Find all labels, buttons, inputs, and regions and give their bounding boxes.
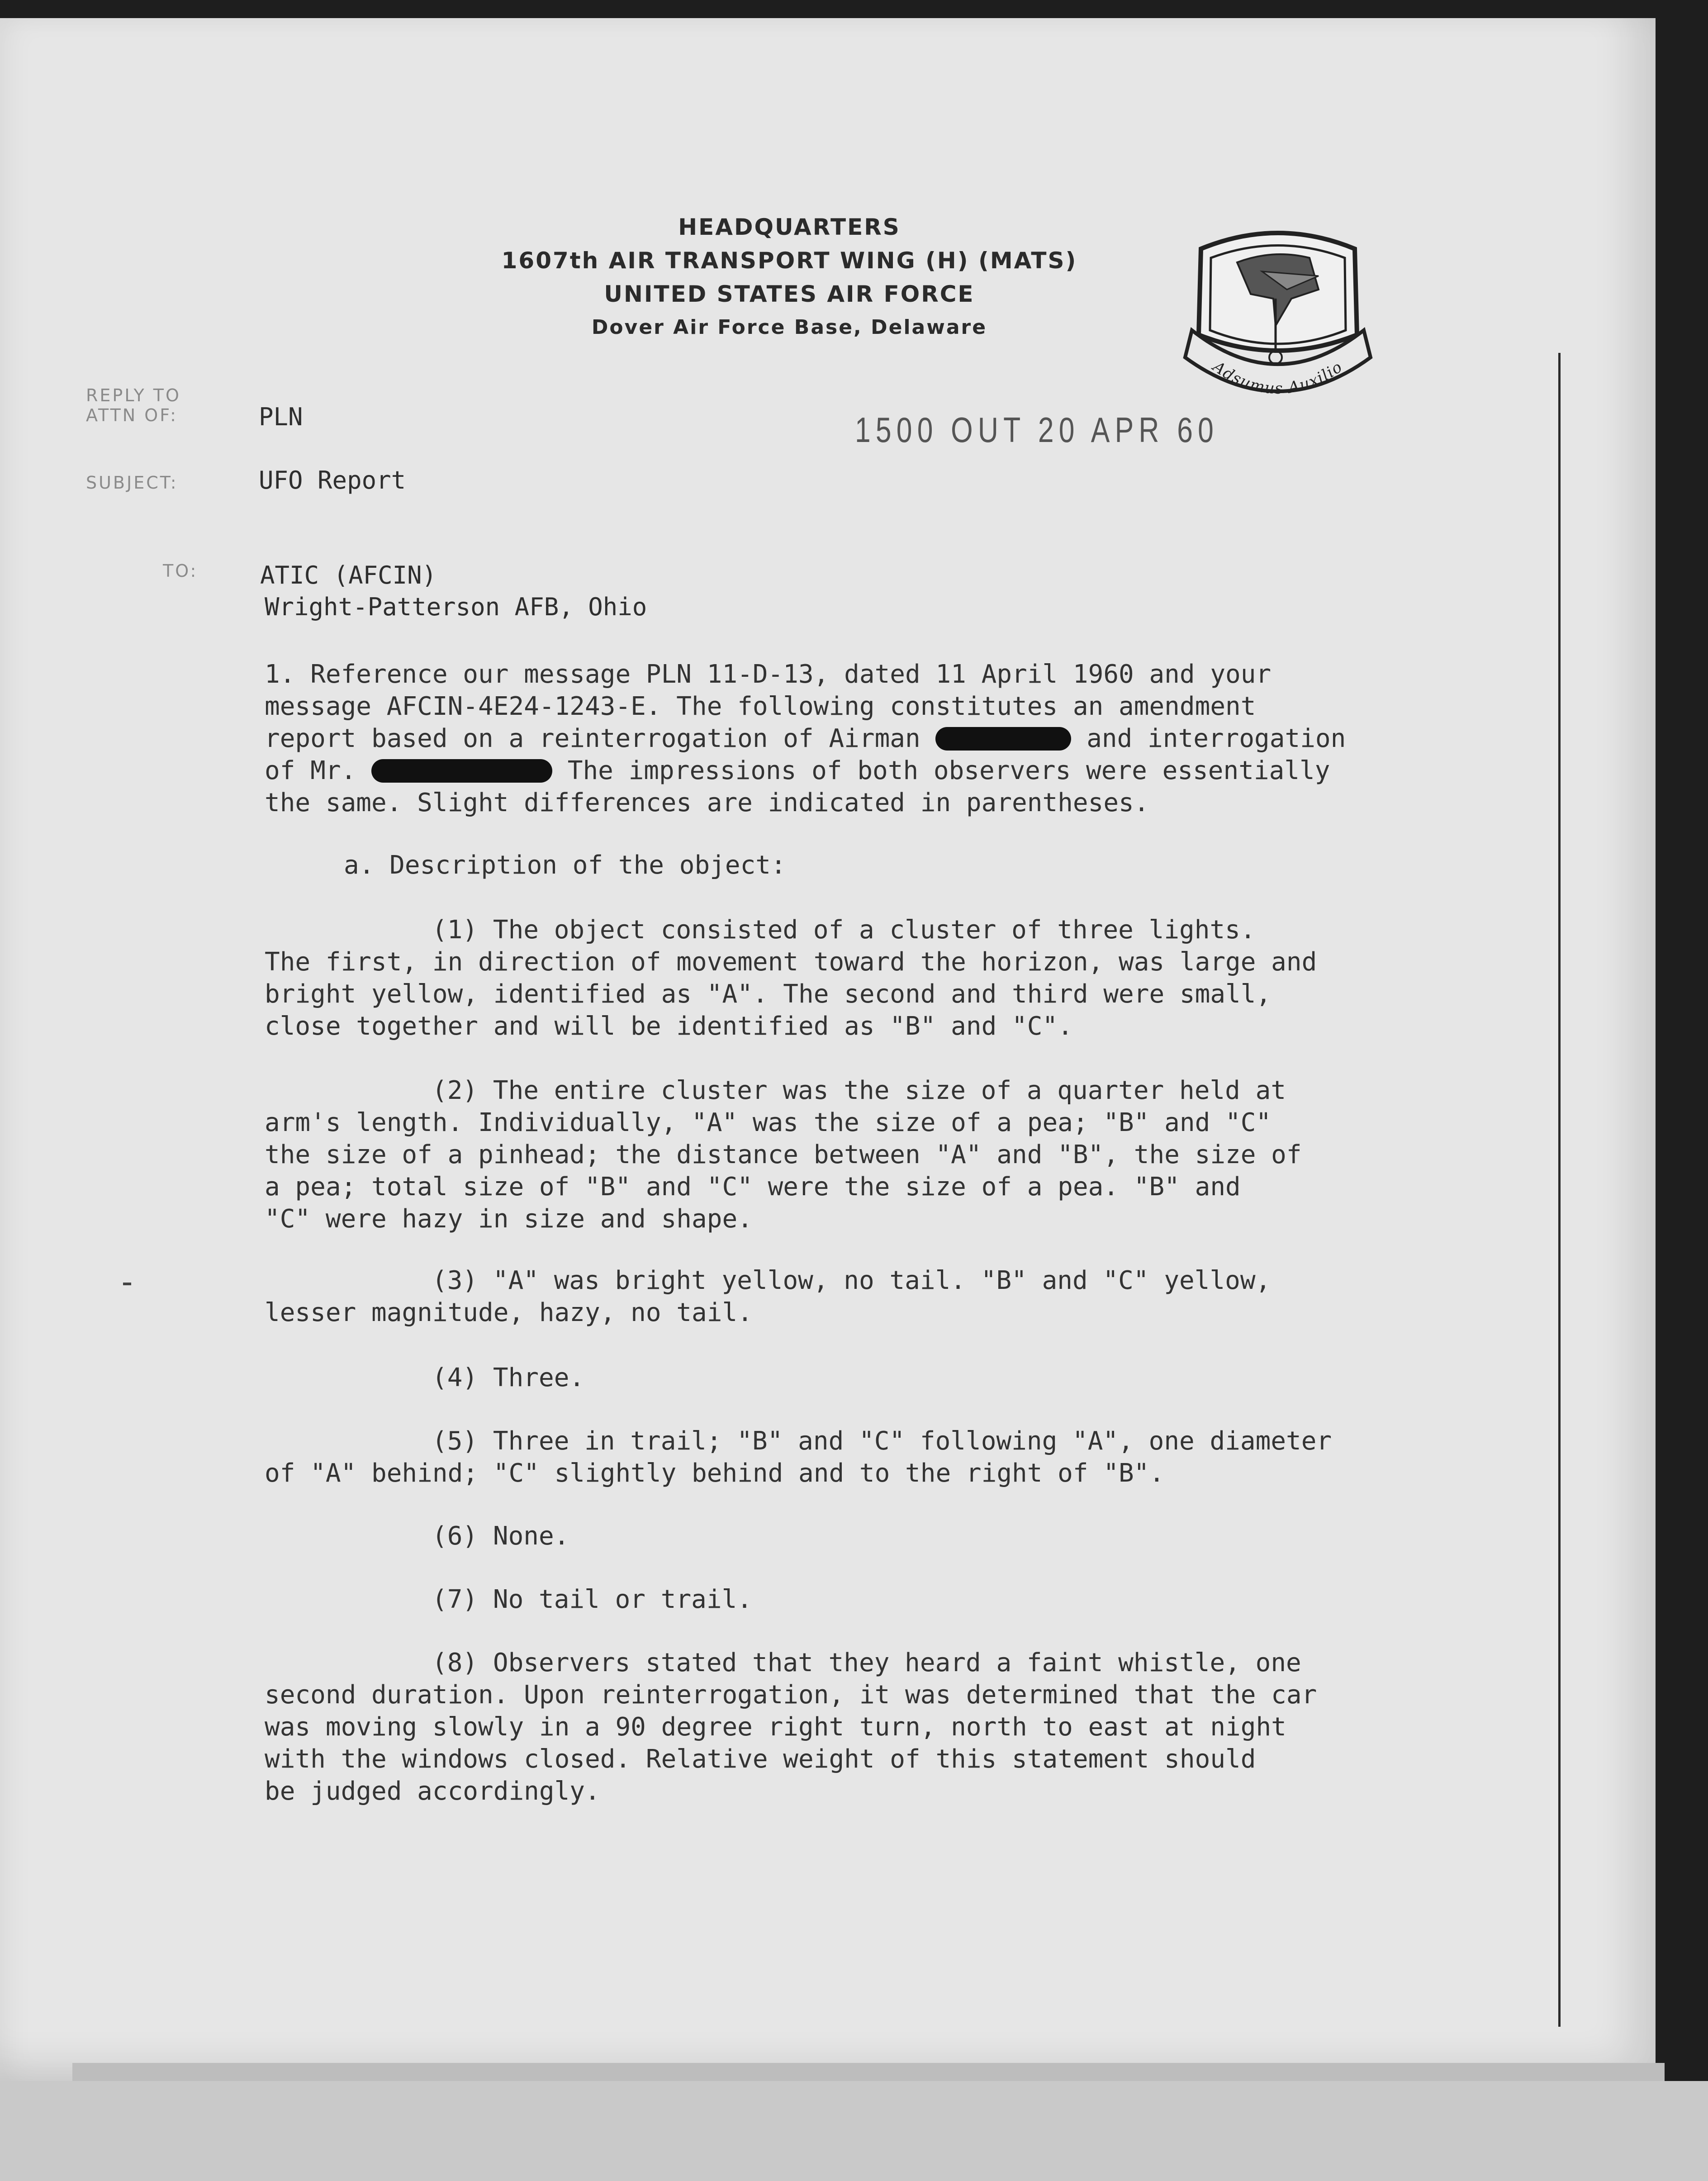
item-line: be judged accordingly. xyxy=(265,1777,600,1806)
item-line: (6) None. xyxy=(432,1521,569,1551)
attn-of-label: ATTN OF: xyxy=(86,405,178,425)
reply-to-label: REPLY TO xyxy=(86,385,181,405)
paragraph-1-line: 1. Reference our message PLN 11-D-13, dated 11 April 1960 and your xyxy=(265,660,1272,689)
item-line: second duration. Upon reinterrogation, it was determined that the car xyxy=(265,1680,1317,1710)
item-line: (2) The entire cluster was the size of a quarter held at xyxy=(432,1076,1286,1105)
redaction-mr-name xyxy=(371,759,552,783)
item-line: (4) Three. xyxy=(432,1363,585,1392)
attn-of-value: PLN xyxy=(259,403,303,431)
item-line: arm's length. Individually, "A" was the size of a pea; "B" and "C" xyxy=(265,1108,1272,1137)
section-a-heading: a. Description of the object: xyxy=(344,851,786,880)
date-time-stamp: 1500 OUT 20 APR 60 xyxy=(855,410,1219,450)
item-8 xyxy=(265,1647,1423,1807)
item-line: lesser magnitude, hazy, no tail. xyxy=(265,1298,753,1327)
item-line: (1) The object consisted of a cluster of three lights. xyxy=(432,915,1256,945)
redaction-airman-name xyxy=(935,727,1071,751)
letterhead-line-base: Dover Air Force Base, Delaware xyxy=(591,316,987,339)
item-line: (5) Three in trail; "B" and "C" following "A", one diameter xyxy=(432,1426,1332,1456)
paragraph-1-line: message AFCIN-4E24-1243-E. The following constitutes an amendment xyxy=(265,692,1256,721)
paragraph-1-line: report based on a reinterrogation of Airman and interrogation xyxy=(265,724,1346,753)
paragraph-1 xyxy=(265,658,1423,819)
letterhead-line-usaf: UNITED STATES AIR FORCE xyxy=(604,281,975,307)
letterhead-line-headquarters: HEADQUARTERS xyxy=(678,214,901,240)
item-line: a pea; total size of "B" and "C" were the size of a pea. "B" and xyxy=(265,1172,1241,1202)
item-line: The first, in direction of movement toward the horizon, was large and xyxy=(265,947,1317,977)
item-line: the size of a pinhead; the distance between "A" and "B", the size of xyxy=(265,1140,1302,1169)
wing-seal-emblem xyxy=(1183,222,1373,421)
item-line: (7) No tail or trail. xyxy=(432,1585,753,1614)
seal-motto: Adsumus Auxilio xyxy=(1209,357,1347,398)
item-line: (3) "A" was bright yellow, no tail. "B" and "C" yellow, xyxy=(432,1266,1271,1295)
margin-mark xyxy=(123,1283,131,1285)
item-line: bright yellow, identified as "A". The second and third were small, xyxy=(265,979,1272,1009)
to-addressee-line2: Wright-Patterson AFB, Ohio xyxy=(265,593,647,621)
item-2 xyxy=(265,1074,1423,1235)
letterhead-line-wing: 1607th AIR TRANSPORT WING (H) (MATS) xyxy=(501,247,1077,274)
item-line: was moving slowly in a 90 degree right turn, north to east at night xyxy=(265,1712,1286,1742)
item-line: close together and will be identified as "B" and "C". xyxy=(265,1012,1073,1041)
item-5 xyxy=(265,1425,1423,1489)
paragraph-1-line: of Mr. The impressions of both observers were essentially xyxy=(265,756,1330,785)
paragraph-1-line: the same. Slight differences are indicated in parentheses. xyxy=(265,788,1149,817)
subject-label: SUBJECT: xyxy=(86,473,178,493)
item-line: (8) Observers stated that they heard a faint whistle, one xyxy=(432,1648,1301,1677)
to-addressee-line1: ATIC (AFCIN) xyxy=(260,561,437,589)
item-1 xyxy=(265,914,1423,1042)
underlying-sheet xyxy=(0,2081,1708,2181)
item-6 xyxy=(265,1520,1423,1552)
margin-rule xyxy=(1558,353,1561,2027)
item-7 xyxy=(265,1583,1423,1616)
to-label: TO: xyxy=(163,561,198,581)
item-line: "C" were hazy in size and shape. xyxy=(265,1204,753,1234)
letterhead xyxy=(461,210,1117,344)
item-4 xyxy=(265,1362,1423,1394)
item-line: with the windows closed. Relative weight of this statement should xyxy=(265,1744,1256,1774)
item-3 xyxy=(265,1264,1423,1329)
item-line: of "A" behind; "C" slightly behind and to the right of "B". xyxy=(265,1459,1165,1488)
subject-value: UFO Report xyxy=(259,466,406,494)
